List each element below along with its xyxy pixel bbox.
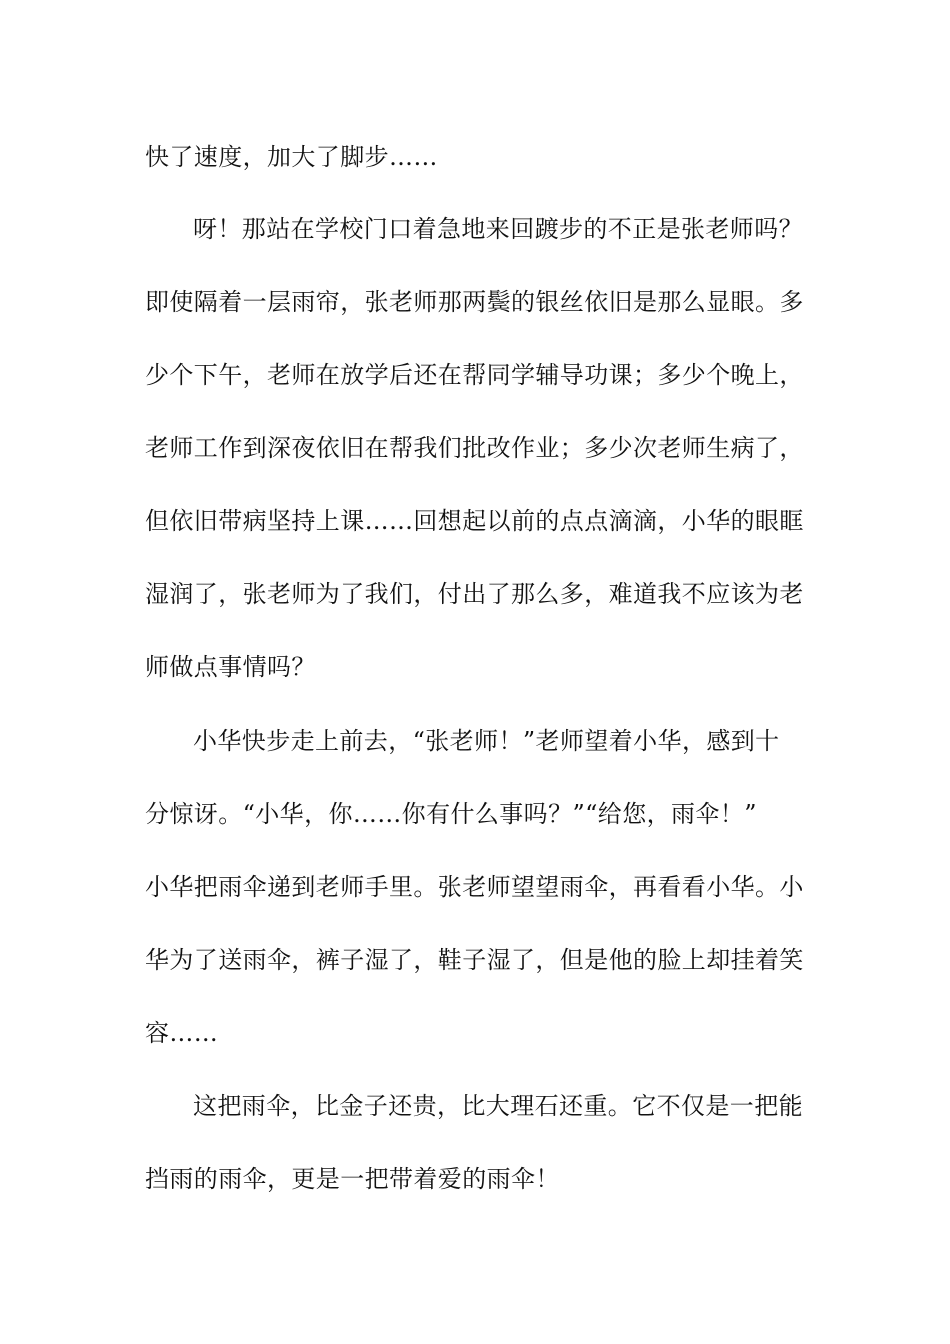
text-line-14: 这把雨伞，比金子还贵，比大理石还重。它不仅是一把能 [193, 1092, 803, 1120]
text-line-1: 快了速度，加大了脚步…… [145, 143, 438, 171]
text-line-9: 小华快步走上前去，“张老师！”老师望着小华，感到十 [193, 727, 780, 755]
text-line-6: 但依旧带病坚持上课……回想起以前的点点滴滴，小华的眼眶 [145, 507, 804, 535]
text-line-11: 小华把雨伞递到老师手里。张老师望望雨伞，再看看小华。小 [145, 873, 804, 901]
text-line-4: 少个下午，老师在放学后还在帮同学辅导功课；多少个晚上， [145, 361, 804, 389]
text-line-5: 老师工作到深夜依旧在帮我们批改作业；多少次老师生病了， [145, 434, 804, 462]
text-line-10: 分惊讶。“小华，你……你有什么事吗？”“给您，雨伞！” [145, 800, 757, 828]
text-line-13: 容…… [145, 1019, 219, 1047]
text-line-3: 即使隔着一层雨帘，张老师那两鬓的银丝依旧是那么显眼。多 [145, 288, 804, 316]
text-line-12: 华为了送雨伞，裤子湿了，鞋子湿了，但是他的脸上却挂着笑 [145, 946, 804, 974]
text-line-8: 师做点事情吗？ [145, 653, 316, 681]
text-line-15: 挡雨的雨伞，更是一把带着爱的雨伞！ [145, 1165, 560, 1193]
text-line-2: 呀！那站在学校门口着急地来回踱步的不正是张老师吗？ [193, 215, 803, 243]
text-line-7: 湿润了，张老师为了我们，付出了那么多，难道我不应该为老 [145, 580, 804, 608]
